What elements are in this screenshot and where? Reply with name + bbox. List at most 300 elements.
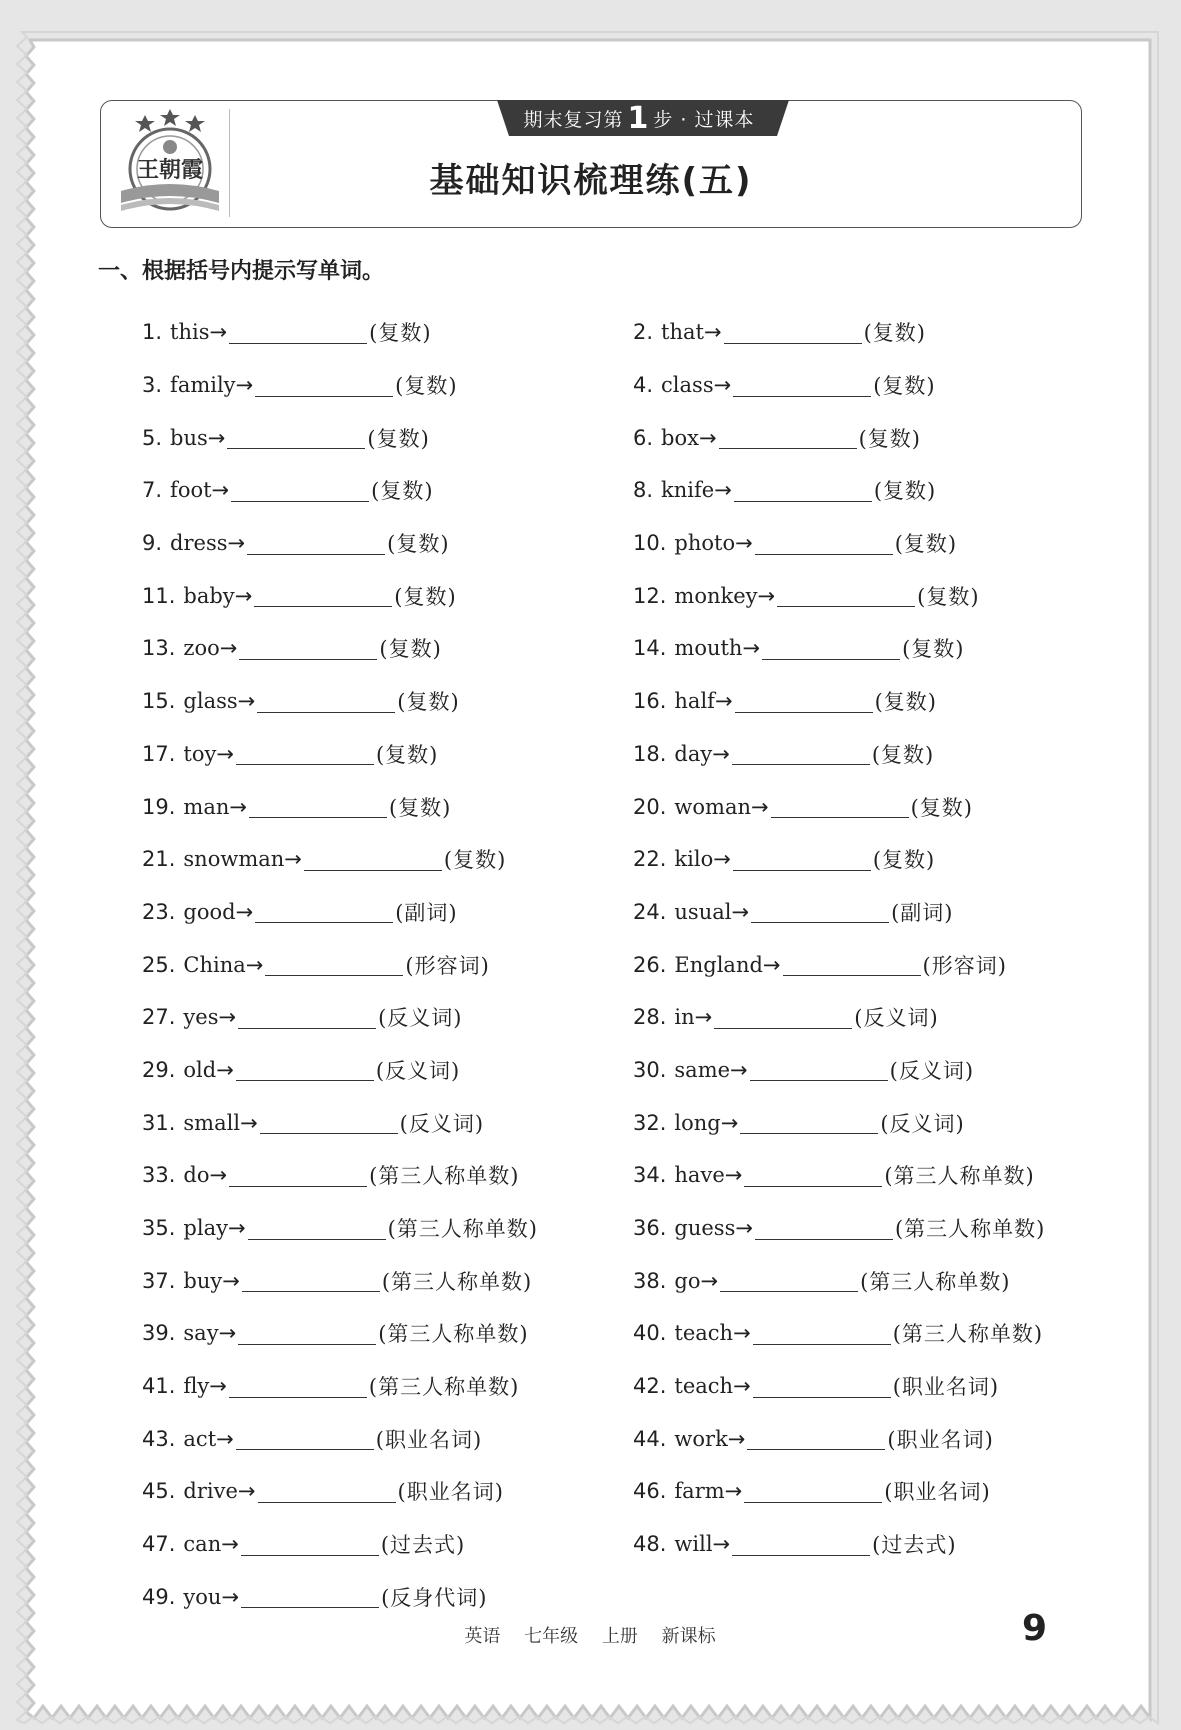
- answer-blank[interactable]: [744, 1480, 882, 1503]
- item-word: drive: [183, 1479, 238, 1504]
- item-word: have: [674, 1163, 725, 1188]
- arrow-icon: →: [227, 1216, 246, 1241]
- item-word: teach: [674, 1321, 734, 1346]
- item-hint: (第三人称单数): [387, 1217, 538, 1242]
- answer-blank[interactable]: [724, 321, 862, 344]
- item-hint: (第三人称单数): [378, 1322, 529, 1347]
- answer-blank[interactable]: [750, 1058, 888, 1081]
- arrow-icon: →: [712, 1532, 731, 1557]
- arrow-icon: →: [714, 478, 732, 503]
- item-word: bus: [170, 425, 208, 450]
- exercise-item: [142, 991, 633, 1044]
- item-number: 16.: [633, 689, 667, 714]
- exercise-item: [633, 1149, 1122, 1202]
- item-word: knife: [661, 478, 715, 503]
- item-hint: (第三人称单数): [884, 1164, 1035, 1189]
- item-word: man: [183, 794, 230, 819]
- item-number: 34.: [633, 1163, 667, 1188]
- answer-blank[interactable]: [255, 900, 393, 923]
- exercise-item: [142, 1307, 633, 1360]
- exercise-item: [142, 886, 633, 939]
- item-hint: (第三人称单数): [892, 1322, 1044, 1347]
- item-number: 20.: [633, 794, 667, 819]
- arrow-icon: →: [234, 583, 253, 608]
- item-number: 4.: [633, 373, 654, 398]
- answer-blank[interactable]: [734, 479, 872, 502]
- exercise-item: [633, 728, 1122, 781]
- item-number: 44.: [633, 1426, 667, 1451]
- arrow-icon: →: [735, 1216, 753, 1241]
- item-word: woman: [674, 794, 751, 819]
- item-word: do: [183, 1163, 210, 1188]
- exercise-item: [142, 622, 633, 675]
- answer-blank[interactable]: [732, 742, 870, 765]
- answer-blank[interactable]: [733, 374, 871, 397]
- exercise-item: [633, 1202, 1122, 1255]
- item-number: 7.: [142, 478, 163, 503]
- item-word: mouth: [674, 636, 743, 661]
- exercise-item: [633, 833, 1122, 886]
- answer-blank[interactable]: [783, 953, 921, 976]
- item-hint: (职业名词): [892, 1375, 1000, 1400]
- item-number: 10.: [633, 531, 667, 556]
- item-number: 14.: [633, 636, 667, 661]
- item-number: 29.: [142, 1057, 176, 1082]
- answer-blank[interactable]: [241, 1533, 379, 1556]
- item-number: 32.: [633, 1110, 667, 1135]
- answer-blank[interactable]: [231, 479, 369, 502]
- item-number: 48.: [633, 1532, 667, 1557]
- arrow-icon: →: [209, 1374, 227, 1399]
- item-number: 41.: [142, 1374, 176, 1399]
- item-number: 33.: [142, 1163, 176, 1188]
- arrow-icon: →: [724, 1479, 743, 1504]
- arrow-icon: →: [735, 531, 753, 556]
- exercise-item: [142, 1044, 633, 1097]
- item-word: class: [661, 373, 714, 398]
- footer-text: 英语 七年级 上册 新课标: [464, 1626, 716, 1647]
- exercise-item: [633, 1254, 1122, 1307]
- item-hint: (职业名词): [884, 1480, 991, 1505]
- answer-blank[interactable]: [777, 584, 915, 607]
- item-number: 47.: [142, 1532, 176, 1557]
- arrow-icon: →: [207, 425, 226, 450]
- exercise-item: [142, 517, 633, 570]
- page-title: 基础知识梳理练(五): [429, 161, 753, 201]
- item-hint: (第三人称单数): [368, 1375, 520, 1400]
- svg-text:王朝霞: 王朝霞: [136, 157, 204, 183]
- exercise-item: [142, 1149, 633, 1202]
- arrow-icon: →: [209, 1163, 228, 1188]
- item-hint: (反义词): [889, 1058, 975, 1083]
- item-hint: (职业名词): [397, 1480, 504, 1505]
- item-hint: (职业名词): [375, 1427, 483, 1452]
- arrow-icon: →: [750, 794, 769, 819]
- header-box: [100, 100, 1082, 228]
- exercise-item: [142, 1412, 633, 1465]
- answer-blank[interactable]: [255, 374, 393, 397]
- exercise-item: [633, 306, 1122, 359]
- answer-blank[interactable]: [771, 795, 909, 818]
- item-word: work: [674, 1426, 728, 1451]
- item-word: half: [674, 689, 715, 714]
- item-hint: (复数): [910, 795, 973, 820]
- item-word: farm: [674, 1479, 725, 1504]
- arrow-icon: →: [209, 320, 228, 345]
- answer-blank[interactable]: [229, 1164, 367, 1187]
- answer-blank[interactable]: [236, 1058, 374, 1081]
- exercise-list: [142, 306, 1122, 1623]
- arrow-icon: →: [218, 1005, 237, 1030]
- answer-blank[interactable]: [755, 1217, 893, 1240]
- item-hint: (第三人称单数): [369, 1164, 520, 1189]
- item-word: act: [183, 1426, 217, 1451]
- item-word: can: [183, 1532, 222, 1557]
- item-number: 37.: [142, 1268, 176, 1293]
- exercise-item: [633, 1465, 1122, 1518]
- item-hint: (复数): [367, 426, 430, 451]
- arrow-icon: →: [700, 1268, 719, 1293]
- item-hint: (反身代词): [381, 1585, 488, 1610]
- item-hint: (复数): [443, 848, 507, 873]
- item-number: 42.: [633, 1374, 667, 1399]
- item-number: 9.: [142, 531, 163, 556]
- item-word: old: [183, 1057, 217, 1082]
- exercise-item: [633, 675, 1122, 728]
- tag-prefix: 期末复习第: [523, 108, 624, 131]
- exercise-item: [633, 1360, 1122, 1413]
- exercise-item: [633, 1412, 1122, 1465]
- item-number: 21.: [142, 847, 176, 872]
- arrow-icon: →: [216, 1057, 234, 1082]
- arrow-icon: →: [237, 1479, 256, 1504]
- item-number: 1.: [142, 320, 163, 345]
- answer-blank[interactable]: [751, 900, 889, 923]
- answer-blank[interactable]: [236, 1427, 374, 1450]
- item-hint: (复数): [375, 742, 439, 767]
- arrow-icon: →: [724, 1163, 743, 1188]
- item-number: 45.: [142, 1479, 176, 1504]
- arrow-icon: →: [713, 847, 731, 872]
- item-hint: (复数): [394, 584, 457, 609]
- arrow-icon: →: [237, 689, 256, 714]
- answer-blank[interactable]: [753, 1375, 891, 1398]
- item-word: in: [674, 1005, 695, 1030]
- item-hint: (复数): [894, 532, 958, 557]
- item-number: 8.: [633, 478, 654, 503]
- item-hint: (职业名词): [887, 1427, 994, 1452]
- arrow-icon: →: [284, 847, 302, 872]
- item-word: box: [661, 425, 699, 450]
- item-word: play: [183, 1216, 228, 1241]
- item-hint: (副词): [891, 900, 954, 925]
- item-number: 17.: [142, 741, 176, 766]
- arrow-icon: →: [730, 1057, 748, 1082]
- exercise-item: [633, 1096, 1122, 1149]
- arrow-icon: →: [731, 899, 750, 924]
- item-hint: (过去式): [380, 1533, 466, 1558]
- exercise-item: [142, 1518, 633, 1571]
- answer-blank[interactable]: [236, 742, 374, 765]
- item-hint: (复数): [902, 637, 965, 662]
- exercise-item: [633, 991, 1122, 1044]
- item-hint: (复数): [369, 321, 432, 346]
- arrow-icon: →: [698, 425, 717, 450]
- header-tag: [489, 100, 789, 136]
- exercise-item: [142, 1571, 633, 1624]
- arrow-icon: →: [240, 1110, 258, 1135]
- item-hint: (反义词): [880, 1111, 965, 1136]
- item-word: family: [170, 373, 236, 398]
- item-number: 3.: [142, 373, 163, 398]
- item-number: 24.: [633, 899, 667, 924]
- item-word: usual: [674, 899, 732, 924]
- page-number: 9: [1022, 1608, 1048, 1649]
- exercise-item: [633, 1044, 1122, 1097]
- item-number: 30.: [633, 1057, 667, 1082]
- item-number: 15.: [142, 689, 176, 714]
- item-number: 46.: [633, 1479, 667, 1504]
- exercise-item: [142, 728, 633, 781]
- item-word: say: [183, 1321, 219, 1346]
- arrow-icon: →: [714, 689, 733, 714]
- arrow-icon: →: [221, 1584, 240, 1609]
- exercise-item: [142, 780, 633, 833]
- arrow-icon: →: [713, 373, 732, 398]
- arrow-icon: →: [703, 320, 722, 345]
- answer-blank[interactable]: [719, 426, 857, 449]
- arrow-icon: →: [727, 1426, 746, 1451]
- exercise-item: [633, 1518, 1122, 1571]
- item-hint: (反义词): [399, 1111, 485, 1136]
- item-number: 18.: [633, 741, 667, 766]
- item-number: 23.: [142, 899, 176, 924]
- item-number: 43.: [142, 1426, 176, 1451]
- arrow-icon: →: [229, 794, 247, 819]
- item-word: yes: [183, 1005, 219, 1030]
- exercise-item: [633, 517, 1122, 570]
- item-word: foot: [170, 478, 212, 503]
- item-number: 19.: [142, 794, 176, 819]
- answer-blank[interactable]: [248, 1217, 386, 1240]
- exercise-item: [633, 1307, 1122, 1360]
- answer-blank[interactable]: [762, 637, 900, 660]
- item-word: glass: [183, 689, 238, 714]
- tag-label: [489, 100, 789, 136]
- item-number: 12.: [633, 583, 667, 608]
- exercise-item: [142, 411, 633, 464]
- answer-blank[interactable]: [229, 1375, 367, 1398]
- exercise-item: [142, 833, 633, 886]
- item-hint: (复数): [872, 848, 936, 873]
- item-word: fly: [183, 1374, 210, 1399]
- answer-blank[interactable]: [229, 321, 367, 344]
- item-number: 2.: [633, 320, 654, 345]
- item-number: 11.: [142, 583, 176, 608]
- arrow-icon: →: [222, 1268, 240, 1293]
- item-hint: (第三人称单数): [381, 1269, 533, 1294]
- item-word: dress: [170, 531, 228, 556]
- answer-blank[interactable]: [260, 1111, 398, 1134]
- exercise-item: [142, 1465, 633, 1518]
- arrow-icon: →: [742, 636, 761, 661]
- arrow-icon: →: [235, 373, 254, 398]
- item-word: long: [674, 1110, 721, 1135]
- item-number: 25.: [142, 952, 176, 977]
- item-number: 13.: [142, 636, 176, 661]
- arrow-icon: →: [733, 1321, 751, 1346]
- answer-blank[interactable]: [744, 1164, 882, 1187]
- answer-blank[interactable]: [238, 1006, 376, 1029]
- arrow-icon: →: [219, 636, 238, 661]
- item-word: guess: [674, 1216, 736, 1241]
- answer-blank[interactable]: [258, 1480, 396, 1503]
- answer-blank[interactable]: [740, 1111, 878, 1134]
- item-number: 35.: [142, 1216, 176, 1241]
- answer-blank[interactable]: [239, 637, 377, 660]
- item-hint: (复数): [379, 637, 442, 662]
- answer-blank[interactable]: [755, 532, 893, 555]
- item-hint: (复数): [858, 426, 921, 451]
- item-hint: (复数): [371, 479, 434, 504]
- item-hint: (形容词): [405, 953, 490, 978]
- answer-blank[interactable]: [238, 1322, 376, 1345]
- item-word: China: [183, 952, 246, 977]
- item-word: England: [674, 952, 763, 977]
- item-number: 31.: [142, 1110, 176, 1135]
- exercise-item: [633, 359, 1122, 412]
- exercise-item: [142, 464, 633, 517]
- item-hint: (复数): [873, 374, 936, 399]
- answer-blank[interactable]: [242, 1269, 380, 1292]
- exercise-item: [633, 622, 1122, 675]
- item-number: 40.: [633, 1321, 667, 1346]
- arrow-icon: →: [245, 952, 264, 977]
- arrow-icon: →: [757, 583, 776, 608]
- item-hint: (复数): [397, 690, 460, 715]
- item-word: same: [674, 1057, 731, 1082]
- answer-blank[interactable]: [247, 532, 385, 555]
- answer-blank[interactable]: [257, 690, 395, 713]
- item-number: 49.: [142, 1584, 176, 1609]
- answer-blank[interactable]: [249, 795, 387, 818]
- item-hint: (形容词): [922, 953, 1007, 978]
- section-title: 一、根据括号内提示写单词。: [98, 259, 385, 284]
- item-word: kilo: [674, 847, 714, 872]
- item-number: 28.: [633, 1005, 667, 1030]
- item-hint: (复数): [917, 584, 980, 609]
- exercise-item: [633, 411, 1122, 464]
- item-word: toy: [183, 741, 217, 766]
- item-number: 22.: [633, 847, 667, 872]
- item-hint: (复数): [388, 795, 452, 820]
- exercise-item: [142, 306, 633, 359]
- exercise-item: [142, 938, 633, 991]
- item-hint: (复数): [871, 742, 935, 767]
- exercise-item: [633, 886, 1122, 939]
- arrow-icon: →: [211, 478, 230, 503]
- exercise-item: [142, 569, 633, 622]
- item-word: small: [183, 1110, 241, 1135]
- item-number: 27.: [142, 1005, 176, 1030]
- answer-blank[interactable]: [241, 1585, 379, 1608]
- item-word: zoo: [183, 636, 220, 661]
- item-word: good: [183, 899, 236, 924]
- item-hint: (复数): [874, 690, 937, 715]
- arrow-icon: →: [216, 1426, 234, 1451]
- arrow-icon: →: [712, 741, 730, 766]
- item-word: you: [183, 1584, 222, 1609]
- item-word: monkey: [674, 583, 758, 608]
- item-word: day: [674, 741, 713, 766]
- item-word: will: [674, 1532, 713, 1557]
- arrow-icon: →: [227, 531, 246, 556]
- answer-blank[interactable]: [732, 1533, 870, 1556]
- answer-blank[interactable]: [735, 690, 873, 713]
- item-hint: (反义词): [378, 1006, 463, 1031]
- item-number: 6.: [633, 425, 654, 450]
- item-word: this: [170, 320, 210, 345]
- item-word: photo: [674, 531, 736, 556]
- exercise-item: [633, 780, 1122, 833]
- exercise-item: [142, 359, 633, 412]
- arrow-icon: →: [216, 741, 234, 766]
- item-hint: (第三人称单数): [860, 1269, 1011, 1294]
- answer-blank[interactable]: [733, 848, 871, 871]
- item-word: teach: [674, 1374, 734, 1399]
- answer-blank[interactable]: [254, 584, 392, 607]
- worksheet-page: [44, 56, 1136, 1700]
- arrow-icon: →: [221, 1532, 239, 1557]
- answer-blank[interactable]: [720, 1269, 858, 1292]
- arrow-icon: →: [694, 1005, 713, 1030]
- item-word: snowman: [183, 847, 285, 872]
- item-hint: (复数): [395, 374, 458, 399]
- exercise-item: [142, 1254, 633, 1307]
- answer-blank[interactable]: [753, 1322, 891, 1345]
- item-hint: (反义词): [854, 1006, 939, 1031]
- item-number: 38.: [633, 1268, 667, 1293]
- item-number: 5.: [142, 425, 163, 450]
- item-word: that: [661, 320, 704, 345]
- arrow-icon: →: [762, 952, 781, 977]
- item-hint: (复数): [873, 479, 937, 504]
- answer-blank[interactable]: [227, 426, 365, 449]
- exercise-item: [142, 1360, 633, 1413]
- exercise-item: [142, 675, 633, 728]
- item-hint: (复数): [863, 321, 926, 346]
- exercise-item: [633, 569, 1122, 622]
- item-hint: (副词): [395, 900, 458, 925]
- item-number: 36.: [633, 1216, 667, 1241]
- arrow-icon: →: [235, 899, 254, 924]
- item-word: baby: [183, 583, 235, 608]
- item-hint: (复数): [387, 532, 450, 557]
- exercise-item: [142, 1096, 633, 1149]
- arrow-icon: →: [720, 1110, 739, 1135]
- answer-blank[interactable]: [714, 1006, 852, 1029]
- item-number: 26.: [633, 952, 667, 977]
- answer-blank[interactable]: [265, 953, 403, 976]
- item-hint: (第三人称单数): [894, 1217, 1046, 1242]
- item-word: go: [674, 1268, 701, 1293]
- answer-blank[interactable]: [747, 1427, 885, 1450]
- tag-suffix: 步 · 过课本: [653, 108, 755, 131]
- answer-blank[interactable]: [304, 848, 442, 871]
- item-hint: (过去式): [872, 1533, 957, 1558]
- item-number: 39.: [142, 1321, 176, 1346]
- tag-number: 1: [627, 100, 650, 136]
